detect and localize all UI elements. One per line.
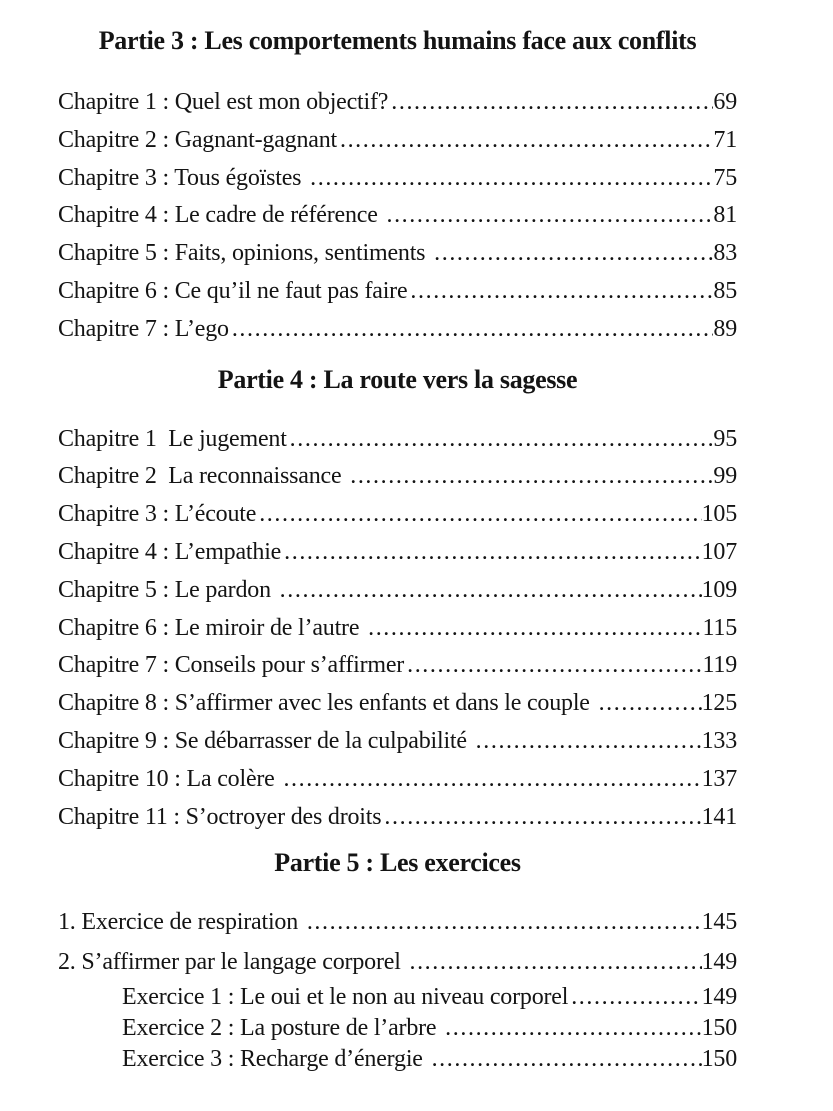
toc-entry-page: 81: [713, 202, 737, 229]
toc-entry: [58, 1013, 737, 1044]
dot-leader: [391, 84, 713, 122]
dot-leader: [407, 647, 702, 685]
toc-entry: [58, 902, 737, 942]
dot-leader: [350, 458, 713, 496]
toc-entry-label: Chapitre 2 La reconnaissance: [58, 463, 348, 490]
toc-entry-label: Chapitre 1 Le jugement: [58, 425, 287, 452]
toc-entry: [58, 572, 737, 610]
section-entries: [58, 421, 737, 837]
toc-entry-label: Chapitre 6 : Le miroir de l’autre: [58, 614, 366, 641]
toc-section: [58, 846, 737, 1075]
toc-entry-page: 119: [702, 652, 737, 679]
dot-leader: [386, 197, 713, 235]
toc-entry-page: 150: [701, 1015, 737, 1042]
toc-entry: [58, 496, 737, 534]
section-entries: [58, 84, 737, 349]
toc-entry: [58, 311, 737, 349]
toc-entry: [58, 534, 737, 572]
dot-leader: [571, 982, 701, 1013]
toc-section: [58, 24, 737, 349]
toc-entry-label: Exercice 3 : Recharge d’énergie: [122, 1046, 429, 1073]
toc-entry: [58, 273, 737, 311]
toc-entry-page: 125: [701, 690, 737, 717]
dot-leader: [368, 610, 702, 648]
dot-leader: [290, 421, 714, 459]
dot-leader: [280, 572, 702, 610]
toc-entry: [58, 235, 737, 273]
toc-entry: [58, 84, 737, 122]
toc-entry-page: 89: [713, 315, 737, 342]
dot-leader: [283, 761, 701, 799]
toc-entry-label: Chapitre 6 : Ce qu’il ne faut pas faire: [58, 277, 408, 304]
section-heading: Partie 4 : La route vers la sagesse: [217, 364, 578, 394]
toc-entry: [58, 685, 737, 723]
toc-entry-label: Chapitre 7 : L’ego: [58, 315, 229, 342]
dot-leader: [340, 122, 713, 160]
dot-leader: [259, 496, 701, 534]
toc-entry: [58, 942, 737, 982]
dot-leader: [384, 799, 701, 837]
dot-leader: [232, 311, 714, 349]
toc-entry-label: Exercice 1 : Le oui et le non au niveau corporel: [122, 984, 569, 1011]
toc-entry-label: 1. Exercice de respiration: [58, 909, 304, 936]
toc-entry: [58, 458, 737, 496]
toc-entry: [58, 421, 737, 459]
toc-entry-page: 75: [713, 164, 737, 191]
dot-leader: [432, 1044, 702, 1075]
toc-entry-page: 145: [701, 909, 737, 936]
toc-entry: [58, 723, 737, 761]
toc-entry-label: Chapitre 10 : La colère: [58, 765, 281, 792]
toc-section: [58, 363, 737, 837]
toc-entry-page: 99: [713, 463, 737, 490]
toc-entry-page: 69: [713, 89, 737, 115]
toc-entry-page: 137: [701, 765, 737, 792]
toc-entry-page: 141: [701, 803, 737, 830]
toc-entry-label: Chapitre 9 : Se débarrasser de la culpabilité: [58, 727, 473, 754]
section-entries: [58, 902, 737, 1075]
toc-entry: [58, 761, 737, 799]
dot-leader: [599, 685, 702, 723]
toc: [58, 24, 737, 1075]
toc-entry-page: 109: [701, 576, 737, 603]
toc-entry: [58, 122, 737, 160]
toc-entry-page: 115: [702, 614, 737, 641]
toc-entry: [58, 799, 737, 837]
toc-entry-page: 105: [701, 501, 737, 528]
section-heading: Partie 5 : Les exercices: [274, 848, 521, 878]
toc-entry-page: 71: [713, 126, 737, 153]
toc-entry: [58, 610, 737, 648]
toc-entry-page: 83: [713, 240, 737, 267]
dot-leader: [284, 534, 701, 572]
toc-entry-label: Chapitre 8 : S’affirmer avec les enfants et dans le couple: [58, 690, 596, 717]
toc-entry-label: Chapitre 4 : Le cadre de référence: [58, 202, 384, 229]
toc-entry-label: Chapitre 4 : L’empathie: [58, 538, 282, 565]
toc-entry-label: Chapitre 7 : Conseils pour s’affirmer: [58, 652, 405, 679]
toc-entry-label: Chapitre 2 : Gagnant-gagnant: [58, 126, 337, 153]
dot-leader: [410, 273, 713, 311]
toc-entry: [58, 1044, 737, 1075]
toc-entry: [58, 647, 737, 685]
toc-entry: [58, 197, 737, 235]
dot-leader: [445, 1013, 701, 1044]
toc-entry-page: 149: [701, 984, 737, 1011]
toc-entry-label: Chapitre 1 : Quel est mon objectif?: [58, 89, 389, 115]
toc-entry-page: 150: [701, 1046, 737, 1073]
toc-entry-label: Exercice 2 : La posture de l’arbre: [122, 1015, 443, 1042]
toc-entry-page: 85: [713, 277, 737, 304]
toc-entry-page: 133: [701, 727, 737, 754]
toc-entry-label: Chapitre 5 : Faits, opinions, sentiments: [58, 240, 432, 267]
toc-entry: [58, 160, 737, 198]
dot-leader: [434, 235, 713, 273]
toc-entry-page: 107: [701, 538, 737, 565]
toc-entry-label: Chapitre 11 : S’octroyer des droits: [58, 803, 382, 830]
toc-entry-label: Chapitre 3 : L’écoute: [58, 501, 257, 528]
toc-entry-label: Chapitre 3 : Tous égoïstes: [58, 164, 308, 191]
dot-leader: [307, 902, 702, 942]
toc-entry-page: 95: [713, 425, 737, 452]
toc-entry: [58, 982, 737, 1013]
dot-leader: [476, 723, 702, 761]
toc-entry-page: 149: [701, 949, 737, 976]
section-heading: Partie 3 : Les comportements humains face aux conflits: [98, 26, 697, 55]
toc-entry-label: Chapitre 5 : Le pardon: [58, 576, 277, 603]
dot-leader: [310, 160, 713, 198]
toc-entry-label: 2. S’affirmer par le langage corporel: [58, 949, 407, 976]
dot-leader: [409, 942, 701, 982]
